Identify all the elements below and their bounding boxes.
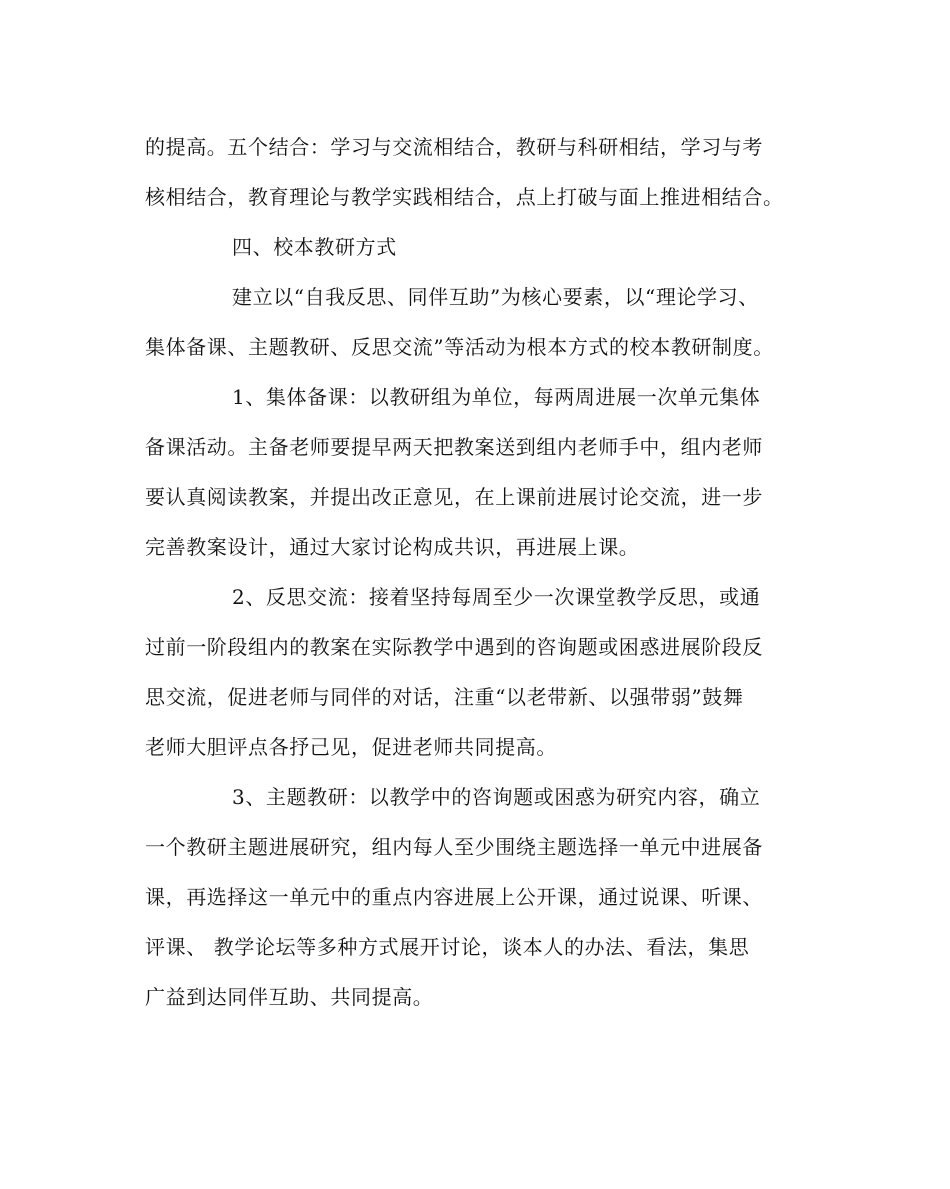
text-line-7: 备课活动。主备老师要提早两天把教案送到组内老师手中，组内老师 [145,435,763,459]
text-line-18: 广益到达同伴互助、共同提高。 [145,985,434,1009]
text-line-16: 课，再选择这一单元中的重点内容进展上公开课，通过说课、听课、 [145,885,763,909]
text-line-14: 3、主题教研：以教学中的咨询题或困惑为研究内容，确立 [232,785,761,809]
text-line-17: 评课、 教学论坛等多种方式展开讨论，谈本人的办法、看法，集思 [145,935,750,959]
text-line-12: 思交流，促进老师与同伴的对话，注重“以老带新、以强带弱”鼓舞 [145,685,744,709]
text-line-13: 老师大胆评点各抒己见，促进老师共同提高。 [145,735,557,759]
text-line-15: 一个教研主题进展研究，组内每人至少围绕主题选择一单元中进展备 [145,835,763,859]
section-heading-4: 四、校本教研方式 [232,235,397,259]
text-line-1: 的提高。五个结合：学习与交流相结合，教研与科研相结，学习与考 [145,135,763,159]
text-line-4: 建立以“自我反思、同伴互助”为核心要素，以“理论学习、 [232,285,759,309]
text-line-9: 完善教案设计，通过大家讨论构成共识，再进展上课。 [145,535,640,559]
text-line-5: 集体备课、主题教研、反思交流”等活动为根本方式的校本教研制度。 [145,335,774,359]
text-line-8: 要认真阅读教案，并提出改正意见，在上课前进展讨论交流，进一步 [145,485,763,509]
text-line-10: 2、反思交流：接着坚持每周至少一次课堂教学反思，或通 [232,585,761,609]
text-line-11: 过前一阶段组内的教案在实际教学中遇到的咨询题或困惑进展阶段反 [145,635,763,659]
text-line-6: 1、集体备课：以教研组为单位，每两周进展一次单元集体 [232,385,761,409]
text-line-2: 核相结合，教育理论与教学实践相结合，点上打破与面上推进相结合。 [145,185,784,209]
